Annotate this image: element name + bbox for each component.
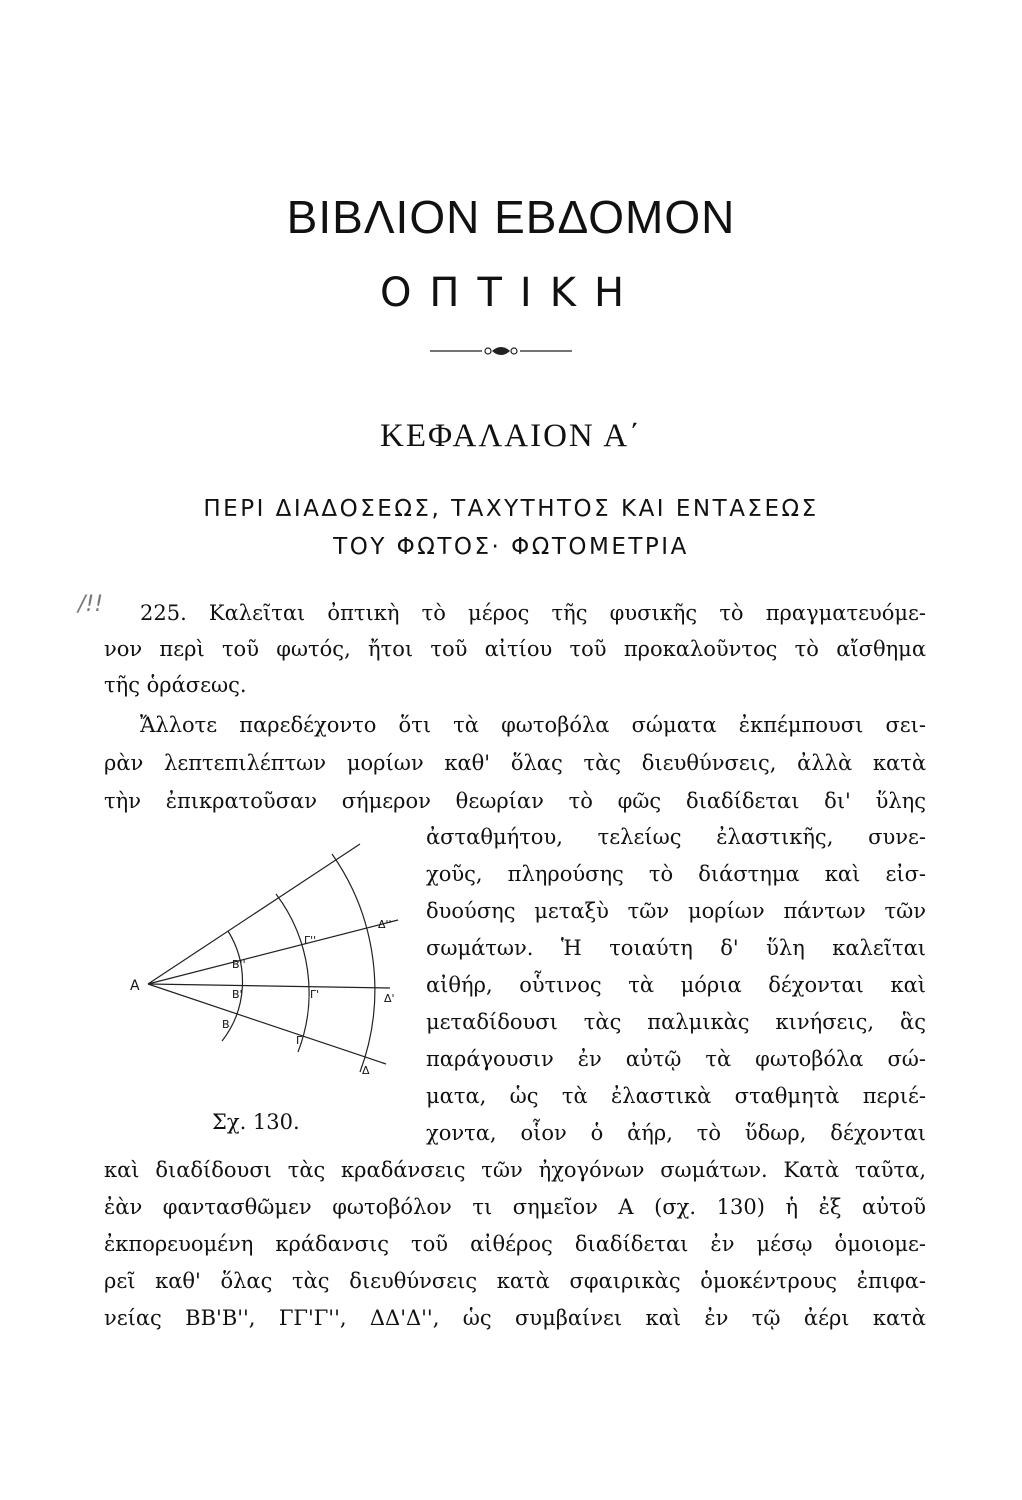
- label-B2: Β'': [232, 958, 246, 971]
- section-title-line: ΤΟΥ ΦΩΤΟΣ· ΦΩΤΟΜΕΤΡΙΑ: [333, 534, 689, 560]
- text-line: καὶ διαδίδουσι τὰς κραδάνσεις τῶν ἠχογόνων σωμάτων. Κατὰ ταῦτα,: [104, 1158, 926, 1182]
- text-line: τῆς ὁράσεως.: [104, 673, 247, 697]
- text-line: Ἄλλοτε παρεδέχοντο ὅτι τὰ φωτοβόλα σώματα ἐκπέμπουσι σει-: [140, 713, 926, 737]
- label-D1: Δ': [384, 992, 395, 1005]
- text-line: χοῦς, πληρούσης τὸ διάστημα καὶ εἰσ-: [426, 862, 926, 886]
- label-B: Β: [222, 1018, 230, 1031]
- ray-lower: [148, 984, 386, 1064]
- text-line: δυούσης μεταξὺ τῶν μορίων πάντων τῶν: [426, 899, 926, 923]
- figure-caption: Σχ. 130.: [212, 1110, 300, 1134]
- text-line: μεταδίδουσι τὰς παλμικὰς κινήσεις, ἃς: [426, 1010, 926, 1034]
- ray-upper-mid: [148, 920, 398, 984]
- text-line: ἀσταθμήτου, τελείως ἐλαστικῆς, συνε-: [426, 825, 926, 849]
- section-title: [0, 490, 1022, 566]
- text-line: ματα, ὡς τὰ ἐλαστικὰ σταθμητὰ περιέ-: [426, 1084, 926, 1108]
- ray-upper: [148, 844, 360, 984]
- text-line: παράγουσιν ἐν αὐτῷ τὰ φωτοβόλα σώ-: [426, 1047, 926, 1071]
- text-line: σωμάτων. Ἡ τοιαύτη δ' ὕλη καλεῖται: [426, 936, 926, 960]
- label-G2: Γ'': [304, 934, 317, 947]
- figure-wavefront-diagram: [128, 836, 408, 1086]
- chapter-title: ΚΕΦΑΛΑΙΟΝ Α΄: [379, 418, 643, 454]
- section-title-line: ΠΕΡΙ ΔΙΑΔΟΣΕΩΣ, ΤΑΧΥΤΗΤΟΣ ΚΑΙ ΕΝΤΑΣΕΩΣ: [203, 496, 819, 522]
- text-line: νον περὶ τοῦ φωτός, ἤτοι τοῦ αἰτίου τοῦ προκαλοῦντος τὸ αἴσθημα: [104, 637, 926, 661]
- book-title: ΒΙΒΛΙΟΝ ΕΒΔΟΜΟΝ: [286, 191, 736, 243]
- ornament-divider: [430, 344, 572, 358]
- text-line: ρὰν λεπτεπιλέπτων μορίων καθ' ὅλας τὰς διευθύνσεις, ἀλλὰ κατὰ: [104, 751, 926, 775]
- label-D: Δ: [362, 1064, 370, 1077]
- text-line: ρεῖ καθ' ὅλας τὰς διευθύνσεις κατὰ σφαιρικὰς ὁμοκέντρους ἐπιφα-: [104, 1269, 926, 1293]
- text-line: χοντα, οἷον ὁ ἀήρ, τὸ ὕδωρ, δέχονται: [426, 1121, 926, 1145]
- part-title: ΟΠΤΙΚΗ: [379, 270, 643, 316]
- text-line: 225. Καλεῖται ὀπτικὴ τὸ μέρος τῆς φυσικῆς τὸ πραγματευόμε-: [140, 601, 926, 625]
- label-A: Α: [130, 978, 140, 994]
- ray-middle: [148, 984, 390, 988]
- label-G1: Γ': [310, 988, 320, 1001]
- text-line: ἐκπορευομένη κράδανσις τοῦ αἰθέρος διαδίδεται ἐν μέσῳ ὁμοιομε-: [104, 1232, 926, 1256]
- text-line: νείας ΒΒ'Β'', ΓΓ'Γ'', ΔΔ'Δ'', ὡς συμβαίνει καὶ ἐν τῷ ἀέρι κατὰ: [104, 1306, 926, 1330]
- label-D2: Δ'': [378, 918, 392, 931]
- text-line: ἐὰν φαντασθῶμεν φωτοβόλον τι σημεῖον Α (σχ. 130) ἡ ἐξ αὐτοῦ: [104, 1195, 926, 1219]
- text-line: αἰθήρ, οὗτινος τὰ μόρια δέχονται καὶ: [426, 973, 926, 997]
- margin-annotation: /!!: [78, 592, 104, 617]
- label-G: Γ: [296, 1034, 303, 1047]
- label-B1: Β': [232, 988, 243, 1001]
- wavefront-arc-D: [332, 854, 375, 1072]
- text-line: τὴν ἐπικρατοῦσαν σήμερον θεωρίαν τὸ φῶς διαδίδεται δι' ὕλης: [104, 789, 926, 813]
